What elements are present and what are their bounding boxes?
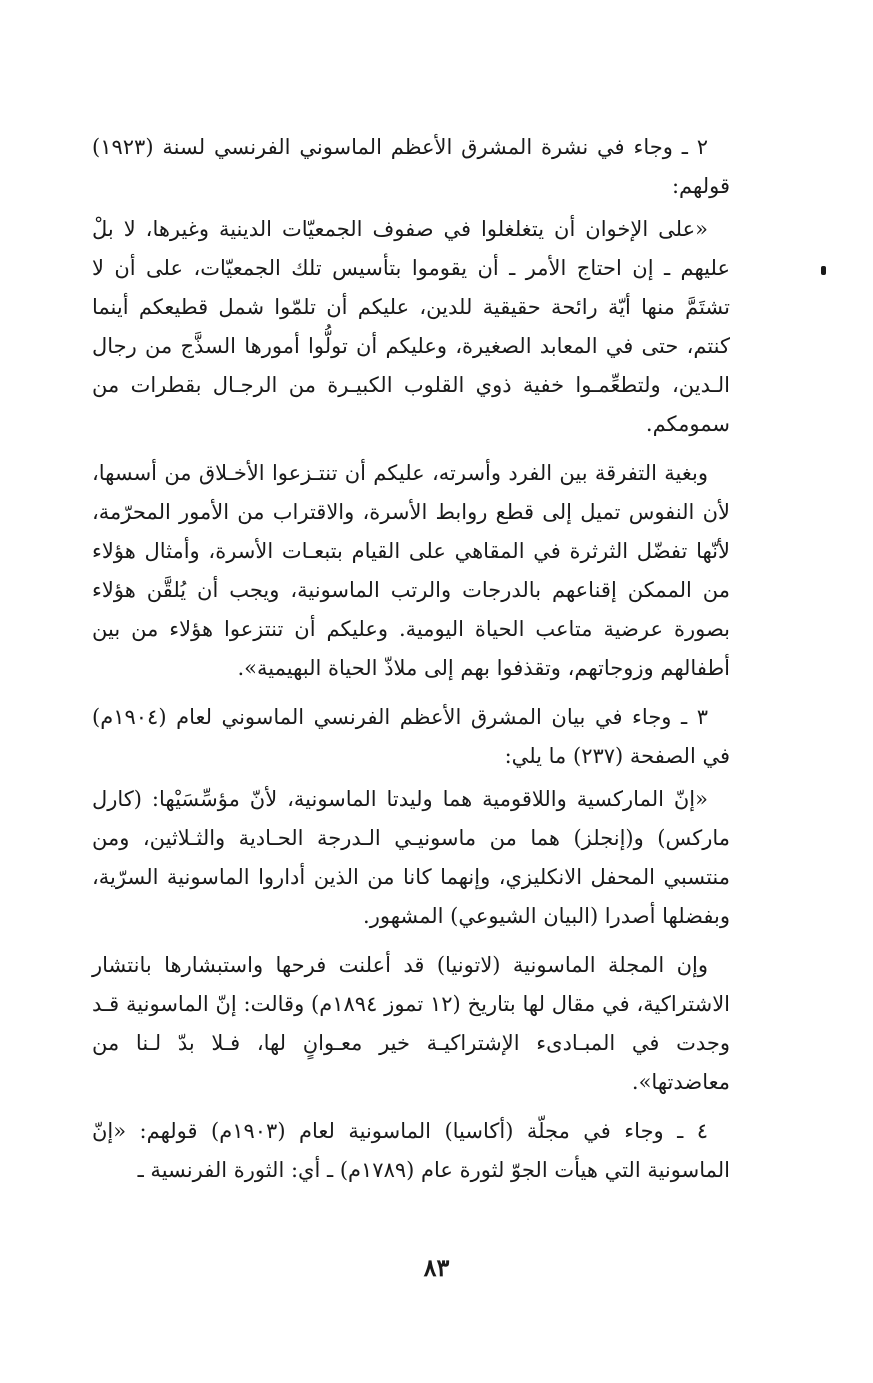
paragraph-item-3-heading: ٣ ـ وجاء في بيان المشرق الأعظم الفرنسي الماسوني لعام (١٩٠٤م) في الصفحة (٢٣٧) ما يلي: (92, 705, 730, 768)
paragraph-item-4: ٤ ـ وجاء في مجلّة (أكاسيا) الماسونية لعام (١٩٠٣م) قولهم: «إنّ الماسونية التي هيأت الجوّ لثورة عام (١٧٨٩م) ـ أي: الثورة الفرنسية ـ (92, 1119, 730, 1182)
paragraph-item-2-heading: ٢ ـ وجاء في نشرة المشرق الأعظم الماسوني الفرنسي لسنة (١٩٢٣) قولهم: (92, 135, 730, 198)
paragraph-quote-1: «على الإخوان أن يتغلغلوا في صفوف الجمعيّات الدينية وغيرها، لا بلْ عليهم ـ إن احتاج الأمر ـ أن يقوموا بتأسيس تلك الجمعيّات، على أن لا تشتَمَّ منها أيّة رائحة حقيقية للدين، عليكم أن تلمّوا شمل قطيعكم أينما كنتم، حتى في المعابد الصغيرة، وعليكم أن تولُّوا أمورها السذَّج من رجال الـدين، ولتطعِّمـوا خفية ذوي القلوب الكبيـرة من الرجـال بقطرات من سمومكم. (92, 217, 730, 436)
paragraph-quote-1-continued: وبغية التفرقة بين الفرد وأسرته، عليكم أن تنتـزعوا الأخـلاق من أسسها، لأن النفوس تميل إلى قطع روابط الأسرة، والاقتراب من الأمور المحرّمة، لأنّها تفضّل الثرثرة في المقاهي على القيام بتبعـات الأسرة، وأمثال هؤلاء من الممكن إقناعهم بالدرجات والرتب الماسونية، ويجب أن يُلقَّن هؤلاء بصورة عرضية متاعب الحياة اليومية. وعليكم أن تنتزعوا هؤلاء من بين أطفالهم وزوجاتهم، وتقذفوا بهم إلى ملاذّ الحياة البهيمية». (92, 461, 730, 680)
margin-mark (821, 266, 826, 275)
paragraph-quote-2: «إنّ الماركسية واللاقومية هما وليدتا الماسونية، لأنّ مؤسِّسَيْها: (كارل ماركس) و(إنجلز) هما من ماسونيـي الـدرجة الحـادية والثـلاثين، ومن منتسبي المحفل الانكليزي، وإنهما كانا من الذين أداروا الماسونية السرّية، وبفضلها أصدرا (البيان الشيوعي) المشهور. (92, 787, 730, 928)
page-number: ٨٣ (423, 1253, 450, 1282)
paragraph-quote-2-continued: وإن المجلة الماسونية (لاتونيا) قد أعلنت فرحها واستبشارها بانتشار الاشتراكية، في مقال لها بتاريخ (١٢ تموز ١٨٩٤م) وقالت: إنّ الماسونية قـد وجدت في المبـادىء الإشتراكيـة خير معـوانٍ لها، فـلا بدّ لـنا من معاضدتها». (92, 953, 731, 1094)
body-text (92, 128, 730, 1200)
